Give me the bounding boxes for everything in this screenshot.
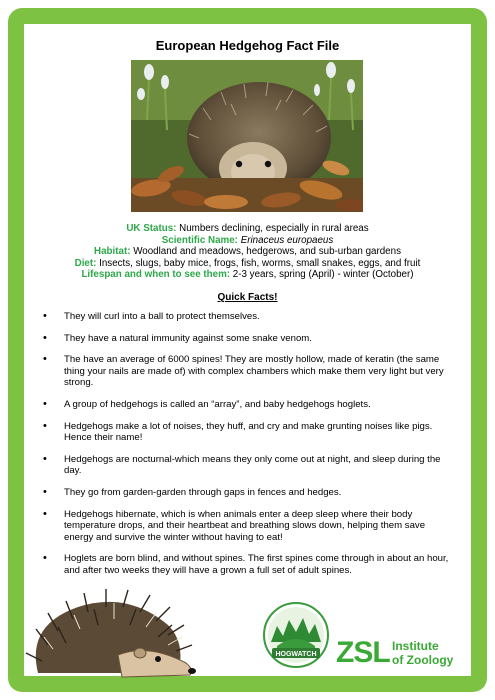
fact-item: • Hedgehogs hibernate, which is when animals enter a deep sleep where their body temperature drops, and their heartbeat and breathing slows down, helping them save energy and survive the winter without having to eat! xyxy=(40,509,455,544)
lifespan-line xyxy=(30,269,465,281)
fact-item: • Hoglets are born blind, and without spines. The first spines come through in about an hour, and after two weeks they will have a grown a full set of adult spines. xyxy=(40,553,455,576)
fact-item: • They have a natural immunity against some snake venom. xyxy=(40,333,455,345)
fact-item: • They will curl into a ball to protect themselves. xyxy=(40,311,455,323)
fact-item: • They go from garden-garden through gaps in fences and hedges. xyxy=(40,487,455,499)
fact-item: • Hedgehogs make a lot of noises, they huff, and cry and make grunting noises like pigs. Hence their name! xyxy=(40,421,455,444)
hedgehog-photo xyxy=(131,60,363,212)
diet-label: Diet: xyxy=(74,257,97,269)
hedgehog-illustration xyxy=(18,585,198,685)
scientific-name-label: Scientific Name: xyxy=(161,234,238,246)
habitat-line xyxy=(30,246,465,258)
lifespan-label: Lifespan and when to see them: xyxy=(81,269,231,281)
hogwatch-text: HOGWATCH xyxy=(275,651,317,658)
scientific-name-line xyxy=(30,235,465,247)
scientific-name-value: Erinaceus europaeus xyxy=(240,234,334,246)
fact-item: • A group of hedgehogs is called an “array”, and baby hedgehogs hoglets. xyxy=(40,399,455,411)
zsl-institute-text xyxy=(392,639,453,667)
diet-line xyxy=(30,258,465,270)
uk-status-value: Numbers declining, especially in rural areas xyxy=(176,223,369,234)
facts-list xyxy=(40,311,455,577)
info-block xyxy=(30,223,465,281)
diet-value: Insects, slugs, baby mice, frogs, fish, worms, small snakes, eggs, and fruit xyxy=(96,257,421,269)
zsl-line-2: of Zoology xyxy=(392,653,454,667)
zsl-mark: ZSL xyxy=(336,636,390,669)
habitat-label: Habitat: xyxy=(94,246,131,258)
fact-item: • Hedgehogs are nocturnal-which means they only come out at night, and sleep during the day. xyxy=(40,454,455,477)
zsl-line-1: Institute xyxy=(392,639,439,653)
hogwatch-logo xyxy=(263,602,329,668)
habitat-value: Woodland and meadows, hedgerows, and sub-urban gardens xyxy=(130,246,401,258)
page-title: European Hedgehog Fact File xyxy=(155,38,340,53)
lifespan-value: 2-3 years, spring (April) - winter (October) xyxy=(230,269,414,281)
fact-item: • The have an average of 6000 spines! They are mostly hollow, made of keratin (the same thing your nails are made of) with complex chambers which make them very light but very strong. xyxy=(40,354,455,389)
quick-facts-heading: Quick Facts! xyxy=(217,292,278,303)
uk-status-label: UK Status: xyxy=(126,223,177,234)
uk-status-line xyxy=(30,223,465,235)
